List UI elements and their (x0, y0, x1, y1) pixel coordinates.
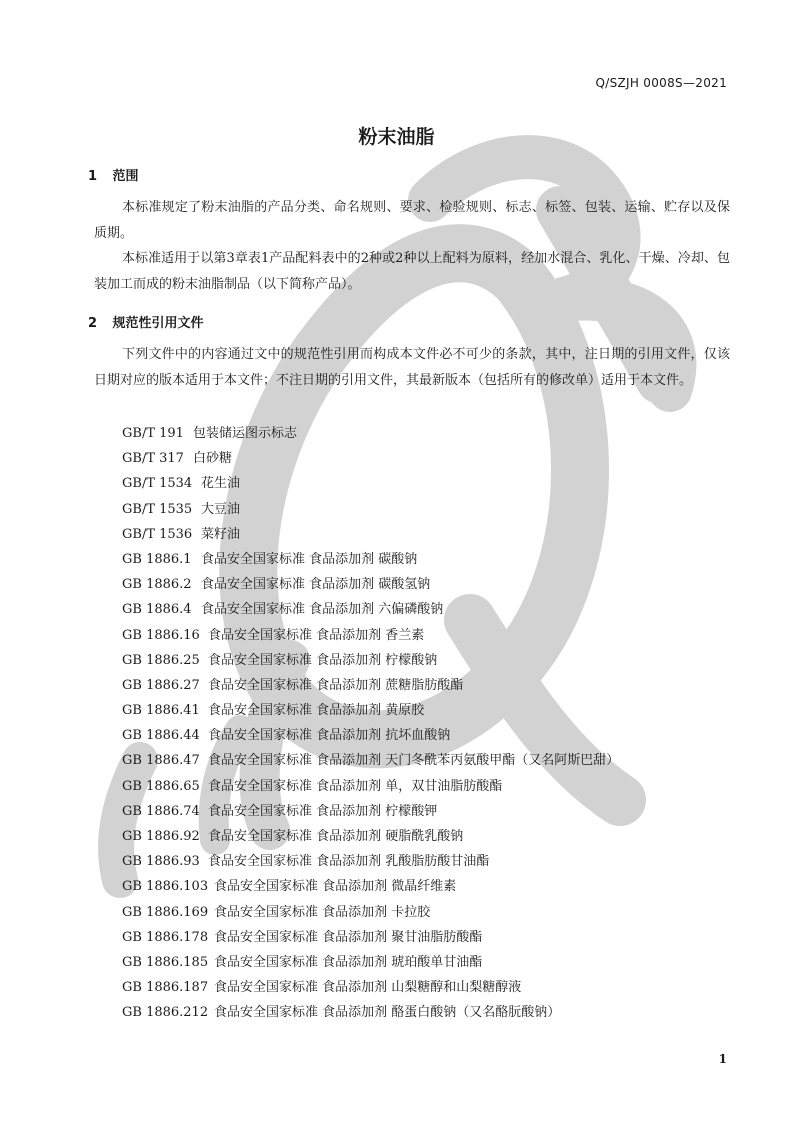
reference-code: GB/T 191 (122, 426, 184, 441)
reference-title: 白砂糖 (193, 451, 233, 467)
section-1-number: 1 (88, 169, 98, 184)
reference-item (122, 1000, 619, 1025)
document-code: Q/SZJH 0008S—2021 (595, 76, 727, 90)
reference-item (122, 799, 619, 824)
reference-item (122, 950, 619, 975)
reference-item (122, 849, 619, 874)
reference-title: 食品安全国家标准 食品添加剂 抗坏血酸钠 (208, 728, 451, 744)
reference-code: GB 1886.16 (122, 627, 200, 643)
reference-code: GB 1886.74 (122, 803, 200, 819)
reference-code: GB 1886.41 (122, 703, 200, 719)
reference-item (122, 471, 619, 496)
reference-title: 食品安全国家标准 食品添加剂 山梨糖醇和山梨糖醇液 (214, 980, 522, 996)
page-number: 1 (718, 1052, 727, 1066)
reference-title: 食品安全国家标准 食品添加剂 酪蛋白酸钠（又名酪朊酸钠） (214, 1005, 561, 1021)
reference-title: 食品安全国家标准 食品添加剂 香兰素 (208, 627, 425, 643)
reference-code: GB 1886.187 (122, 980, 209, 996)
reference-title: 食品安全国家标准 食品添加剂 琥珀酸单甘油酯 (214, 954, 483, 970)
reference-code: GB 1886.169 (122, 904, 209, 920)
reference-item (122, 446, 619, 471)
reference-item (122, 698, 619, 723)
reference-item (122, 774, 619, 799)
reference-code: GB 1886.25 (122, 652, 200, 668)
section-1-paragraph-1: 本标准规定了粉末油脂的产品分类、命名规则、要求、检验规则、标志、标签、包装、运输、贮存以及保质期。 (94, 200, 730, 241)
reference-item (122, 547, 619, 572)
reference-item (122, 723, 619, 748)
reference-title: 食品安全国家标准 食品添加剂 聚甘油脂肪酸酯 (214, 929, 483, 945)
reference-code: GB 1886.2 (122, 577, 192, 593)
section-2-heading (88, 312, 204, 331)
reference-item (122, 925, 619, 950)
section-1-title: 范围 (112, 169, 139, 184)
reference-title: 食品安全国家标准 食品添加剂 乳酸脂肪酸甘油酯 (208, 854, 490, 870)
reference-code: GB 1886.185 (122, 954, 209, 970)
reference-code: GB 1886.92 (122, 829, 200, 844)
reference-code: GB 1886.44 (122, 728, 200, 744)
reference-code: GB 1886.93 (122, 854, 200, 870)
reference-title: 大豆油 (201, 501, 241, 517)
reference-title: 食品安全国家标准 食品添加剂 六偏磷酸钠 (201, 602, 444, 618)
reference-title: 食品安全国家标准 食品添加剂 硬脂酰乳酸钠 (208, 829, 464, 844)
reference-code: GB/T 1534 (122, 476, 193, 492)
reference-code: GB/T 1536 (122, 526, 193, 542)
reference-item (122, 522, 619, 547)
reference-title: 包装储运图示标志 (193, 426, 298, 441)
reference-item (122, 673, 619, 698)
reference-code: GB 1886.178 (122, 929, 209, 945)
reference-title: 食品安全国家标准 食品添加剂 天门冬酰苯丙氨酸甲酯（又名阿斯巴甜） (208, 753, 620, 769)
reference-code: GB 1886.65 (122, 778, 200, 794)
reference-item (122, 748, 619, 773)
section-2-number: 2 (88, 316, 98, 331)
reference-item (122, 572, 619, 597)
reference-item (122, 900, 619, 925)
section-2-title: 规范性引用文件 (112, 316, 204, 331)
reference-code: GB 1886.1 (122, 551, 192, 567)
document-title: 粉末油脂 (358, 126, 435, 148)
section-2-paragraph-1: 下列文件中的内容通过文中的规范性引用而构成本文件必不可少的条款，其中，注日期的引用文件，仅该日期对应的版本适用于本文件；不注日期的引用文件，其最新版本（包括所有的修改单）适用于本文件。 (94, 347, 730, 388)
reference-item (122, 874, 619, 899)
reference-title: 花生油 (201, 476, 241, 492)
reference-code: GB 1886.4 (122, 602, 192, 618)
reference-title: 食品安全国家标准 食品添加剂 柠檬酸钠 (208, 652, 438, 668)
reference-title: 菜籽油 (201, 526, 241, 542)
reference-item (122, 648, 619, 673)
reference-code: GB/T 1535 (122, 501, 193, 517)
reference-item (122, 623, 619, 648)
reference-title: 食品安全国家标准 食品添加剂 碳酸氢钠 (201, 577, 431, 593)
reference-item (122, 497, 619, 522)
section-1-paragraph-2: 本标准适用于以第3章表1产品配料表中的2种或2种以上配料为原料，经加水混合、乳化、干燥、冷却、包装加工而成的粉末油脂制品（以下简称产品）。 (94, 251, 730, 292)
reference-title: 食品安全国家标准 食品添加剂 蔗糖脂肪酸酯 (208, 677, 464, 693)
reference-title: 食品安全国家标准 食品添加剂 碳酸钠 (201, 551, 418, 567)
reference-item (122, 597, 619, 622)
reference-item (122, 824, 619, 849)
reference-title: 食品安全国家标准 食品添加剂 微晶纤维素 (214, 879, 457, 895)
reference-code: GB 1886.47 (122, 753, 200, 769)
reference-code: GB 1886.103 (122, 879, 209, 895)
reference-title: 食品安全国家标准 食品添加剂 单，双甘油脂肪酸酯 (208, 778, 503, 794)
reference-item (122, 975, 619, 1000)
reference-code: GB 1886.27 (122, 677, 200, 693)
reference-title: 食品安全国家标准 食品添加剂 柠檬酸钾 (208, 803, 438, 819)
section-1-heading (88, 165, 139, 184)
reference-title: 食品安全国家标准 食品添加剂 卡拉胶 (214, 904, 431, 920)
reference-code: GB 1886.212 (122, 1005, 209, 1021)
reference-item (122, 421, 619, 446)
normative-references-list (122, 421, 619, 1026)
reference-code: GB/T 317 (122, 451, 184, 467)
reference-title: 食品安全国家标准 食品添加剂 黄原胶 (208, 703, 425, 719)
